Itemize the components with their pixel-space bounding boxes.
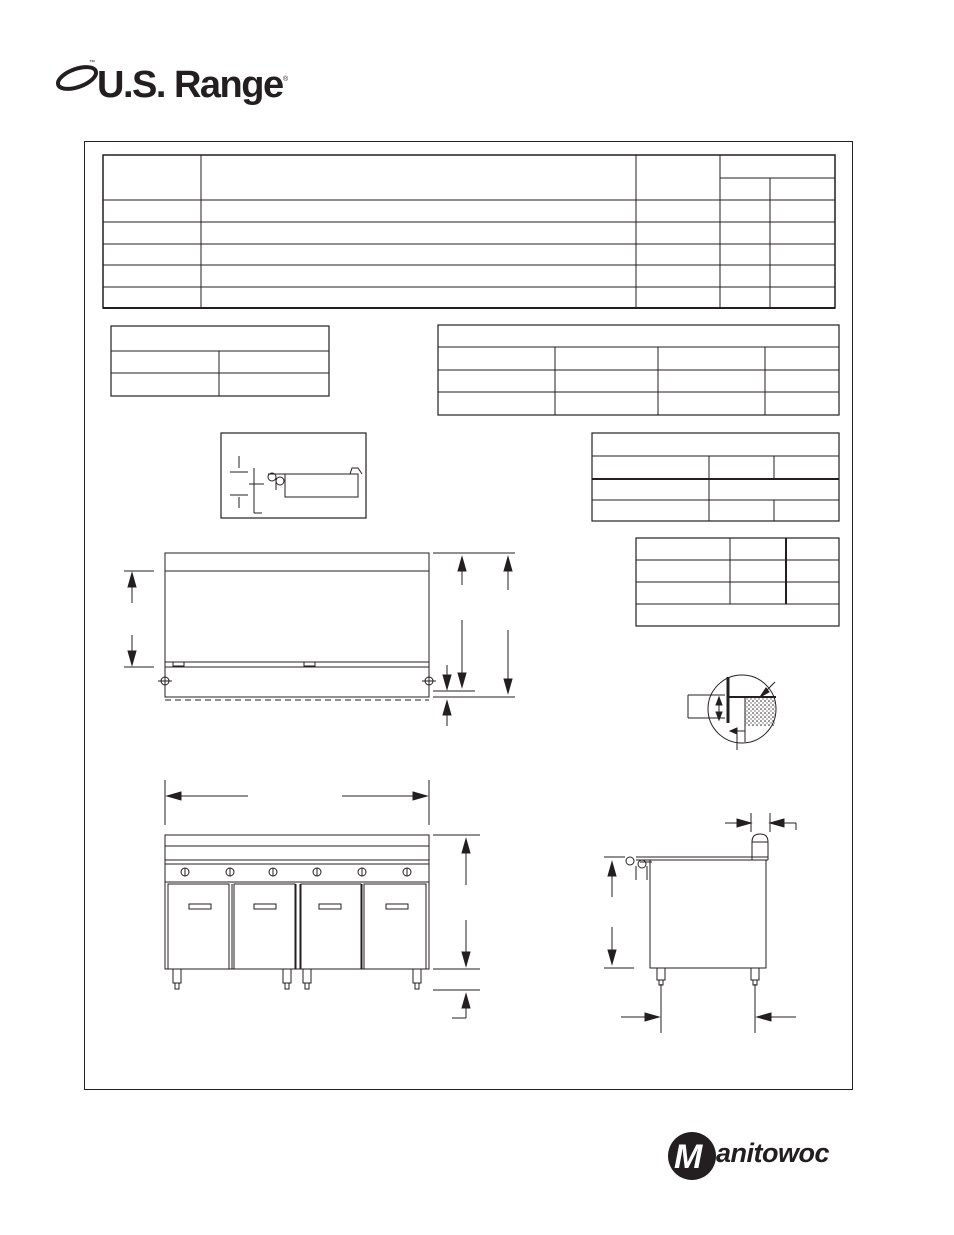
manitowoc-logo	[668, 1130, 848, 1182]
brand-name: U.S. Range	[97, 64, 283, 106]
manitowoc-wordmark: anitowoc	[716, 1138, 830, 1168]
manitowoc-badge-icon	[668, 1132, 716, 1180]
trademark-mark: ™	[89, 60, 95, 66]
registered-mark: ®	[283, 76, 289, 83]
manitowoc-initial: M	[674, 1138, 703, 1176]
